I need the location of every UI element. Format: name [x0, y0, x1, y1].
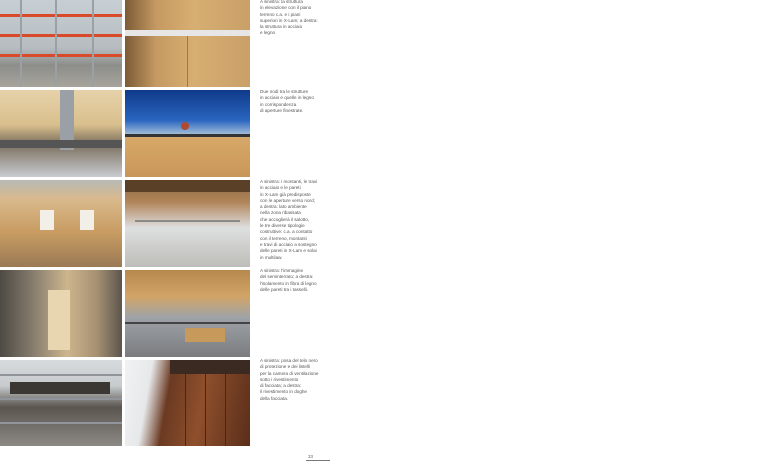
caption-line: costruttive: c.a. a contatto [260, 229, 313, 235]
caption-line: di aperture finestrate. [260, 107, 304, 113]
caption-line: nella zona ribassata [260, 210, 301, 216]
caption-line: A sinistra: posa del telo nero [260, 358, 318, 363]
caption-line: con le aperture verso nord; [260, 197, 315, 203]
caption-facade [260, 358, 322, 402]
photo-basement-corridor [0, 270, 122, 357]
caption-line: le tre diverse tipologie [260, 223, 305, 229]
caption-nodes [260, 89, 322, 114]
caption-line: A sinistra: i montanti, le travi [260, 179, 318, 184]
caption-line: in acciaio e quelle in legno [260, 95, 314, 101]
page-number-rule [306, 460, 330, 461]
caption-line: in acciaio e le pareti [260, 185, 301, 191]
caption-line: con il terreno, montanti [260, 235, 307, 241]
caption-line: per la camera di ventilazione [260, 370, 319, 376]
caption-line: in elevazione con il piano [260, 5, 312, 11]
photo-scaffolding-structure [0, 0, 122, 87]
caption-line: il rivestimento in doghe [260, 389, 307, 395]
caption-line: di facciata; a destra: [260, 383, 302, 389]
caption-line: a destra: lato ambiente [260, 204, 307, 210]
caption-line: superiori in X-Lam; a destra: [260, 17, 318, 23]
caption-line: in corrispondenza [260, 101, 297, 107]
photo-steel-wood-node-ceiling [0, 90, 122, 177]
caption-basement-insulation [260, 268, 322, 293]
caption-line: e legno [260, 30, 276, 36]
caption-line: terreno c.a. e i piani [260, 11, 301, 17]
photo-steel-wood-node-window [125, 90, 250, 177]
caption-line: della facciata. [260, 395, 289, 401]
photo-lowered-living-area [125, 180, 250, 267]
caption-line: e travi di acciaio a sostegno [260, 241, 317, 247]
photo-facade-cladding [125, 360, 250, 446]
caption-structure [260, 0, 322, 37]
photo-steel-wood-structure [125, 0, 250, 87]
caption-line: in X-Lam già predisposte [260, 191, 311, 197]
caption-line: sotto i rivestimento [260, 376, 299, 382]
caption-line: che accoglierà il salotto, [260, 216, 310, 222]
caption-line: A sinistra: la struttura [260, 0, 303, 4]
photo-xlam-walls-north [0, 180, 122, 267]
page-number: 33 [308, 454, 314, 459]
photo-wood-fibre-insulation [125, 270, 250, 357]
caption-line: la struttura in acciaio [260, 24, 303, 30]
caption-line: in multilaw. [260, 254, 283, 260]
caption-line: del seminterrato; a destra: [260, 274, 314, 280]
caption-line: di protezione e dei listelli [260, 364, 311, 370]
caption-construction-types [260, 179, 322, 261]
photo-black-membrane-scaffolding [0, 360, 122, 446]
caption-line: delle pareti in X-Lam e solai [260, 248, 317, 254]
caption-line: delle pareti tra i tasselli. [260, 286, 309, 292]
caption-line: Due nodi tra le strutture [260, 89, 309, 94]
caption-line: l'isolamento in fibra di legno [260, 280, 317, 286]
caption-line: A sinistra: l'immagine [260, 268, 304, 273]
